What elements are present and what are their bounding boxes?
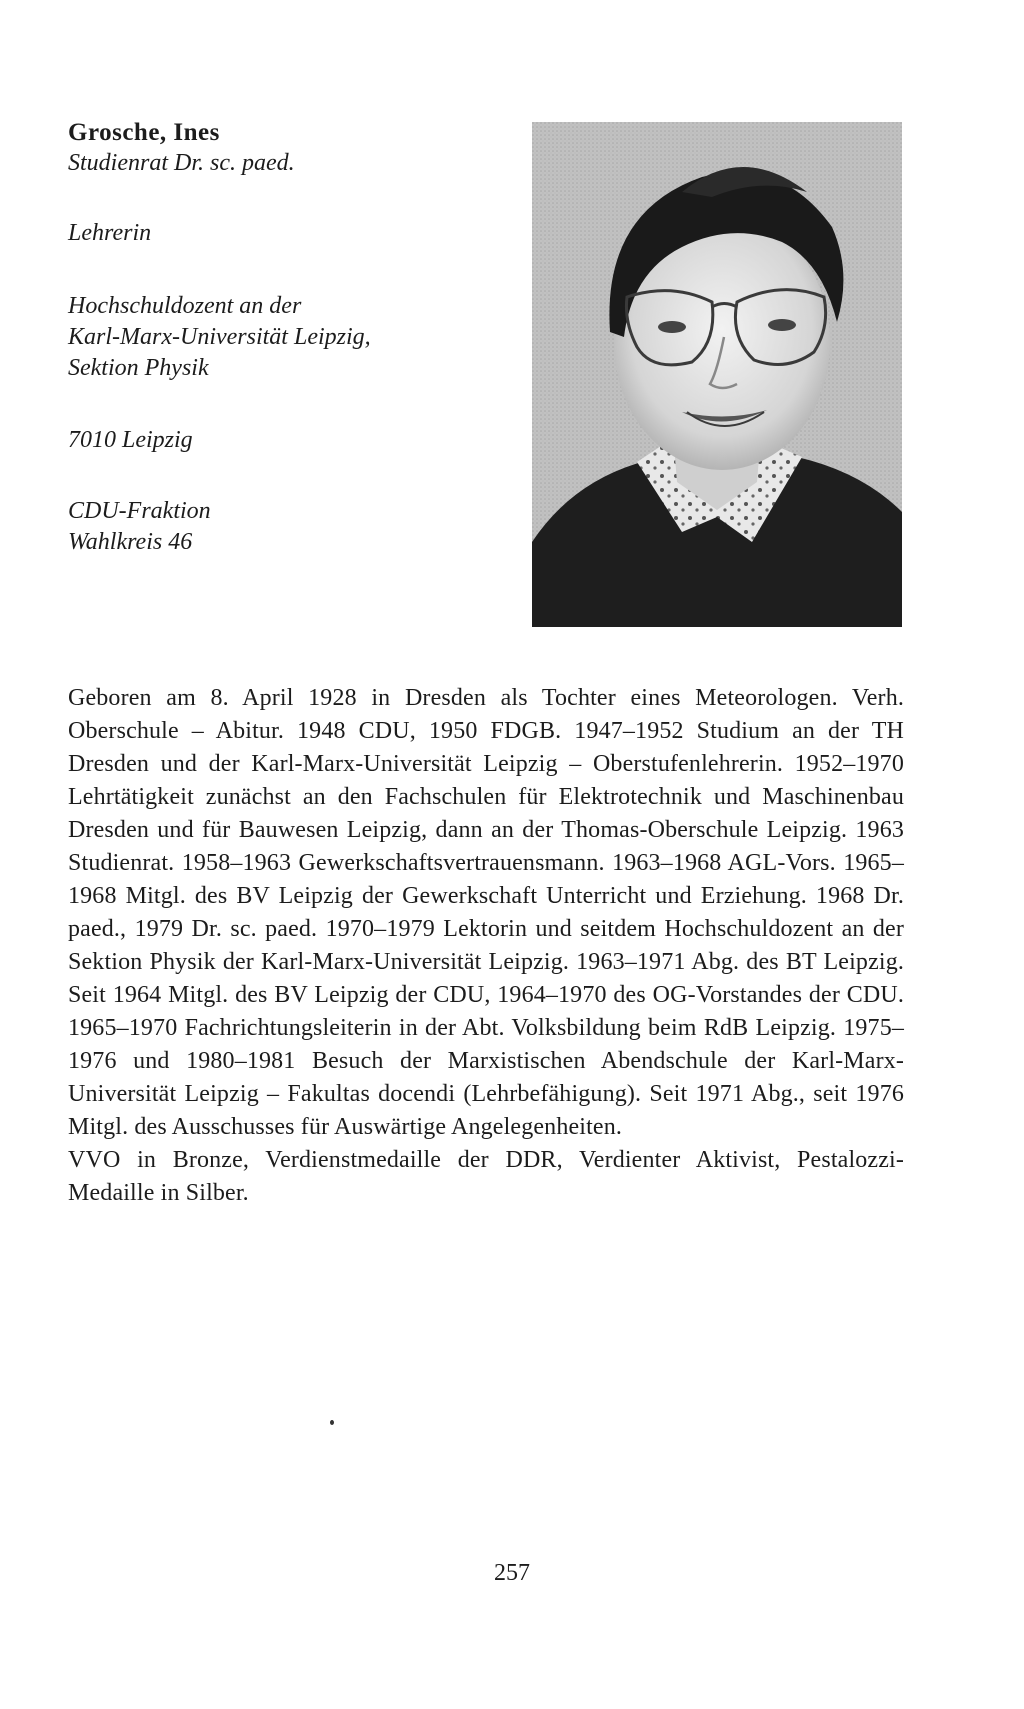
- portrait-photo: [532, 122, 902, 627]
- person-name: Grosche, Ines: [68, 119, 220, 146]
- print-speck: [330, 1420, 334, 1425]
- person-title: Studienrat Dr. sc. paed.: [68, 150, 295, 176]
- biography-paragraph: Geboren am 8. April 1928 in Dresden als Tochter eines Meteorologen. Verh. Oberschule – Abitur. 1948 CDU, 1950 FDGB. 1947–1952 Studium an der TH Dresden und der Karl-Marx-Universität Leipzig – Oberstufenlehrerin. 1952–1970 Lehrtätigkeit zunächst an den Fachschulen für Elektrotechnik und Maschinenbau Dresden und für Bauwesen Leipzig, dann an der Thomas-Oberschule Leipzig. 1963 Studienrat. 1958–1963 Gewerkschaftsvertrauensmann. 1963–1968 AGL-Vors. 1965–1968 Mitgl. des BV Leipzig der Gewerkschaft Unterricht und Erziehung. 1968 Dr. paed., 1979 Dr. sc. paed. 1970–1979 Lektorin und seitdem Hochschuldozent an der Sektion Physik der Karl-Marx-Universität Leipzig. 1963–1971 Abg. des BT Leipzig. Seit 1964 Mitgl. des BV Leipzig der CDU, 1964–1970 des OG-Vorstandes der CDU. 1965–1970 Fachrichtungsleiterin in der Abt. Volksbildung beim RdB Leipzig. 1975–1976 und 1980–1981 Besuch der Marxistischen Abendschule der Karl-Marx-Universität Leipzig – Fakultas docendi (Lehrbefähigung). Seit 1971 Abg., seit 1976 Mitgl. des Ausschusses für Auswärtige Angelegenheiten.: [68, 685, 904, 1140]
- page-number: 257: [494, 1560, 530, 1586]
- person-profession: Lehrerin: [68, 220, 152, 246]
- awards-paragraph: VVO in Bronze, Verdienstmedaille der DDR, Verdienter Aktivist, Pestalozzi-Medaille in Silber.: [68, 1147, 904, 1206]
- person-position: [68, 291, 498, 384]
- position-line: Karl-Marx-Universität Leipzig,: [68, 324, 371, 350]
- position-line: Hochschuldozent an der: [68, 293, 302, 319]
- entry-header: [68, 118, 498, 558]
- person-city: 7010 Leipzig: [68, 427, 193, 453]
- person-faction: CDU-Fraktion: [68, 498, 211, 524]
- person-affiliation: [68, 496, 498, 558]
- position-line: Sektion Physik: [68, 355, 209, 381]
- person-constituency: Wahlkreis 46: [68, 529, 193, 555]
- biography: [68, 682, 904, 1210]
